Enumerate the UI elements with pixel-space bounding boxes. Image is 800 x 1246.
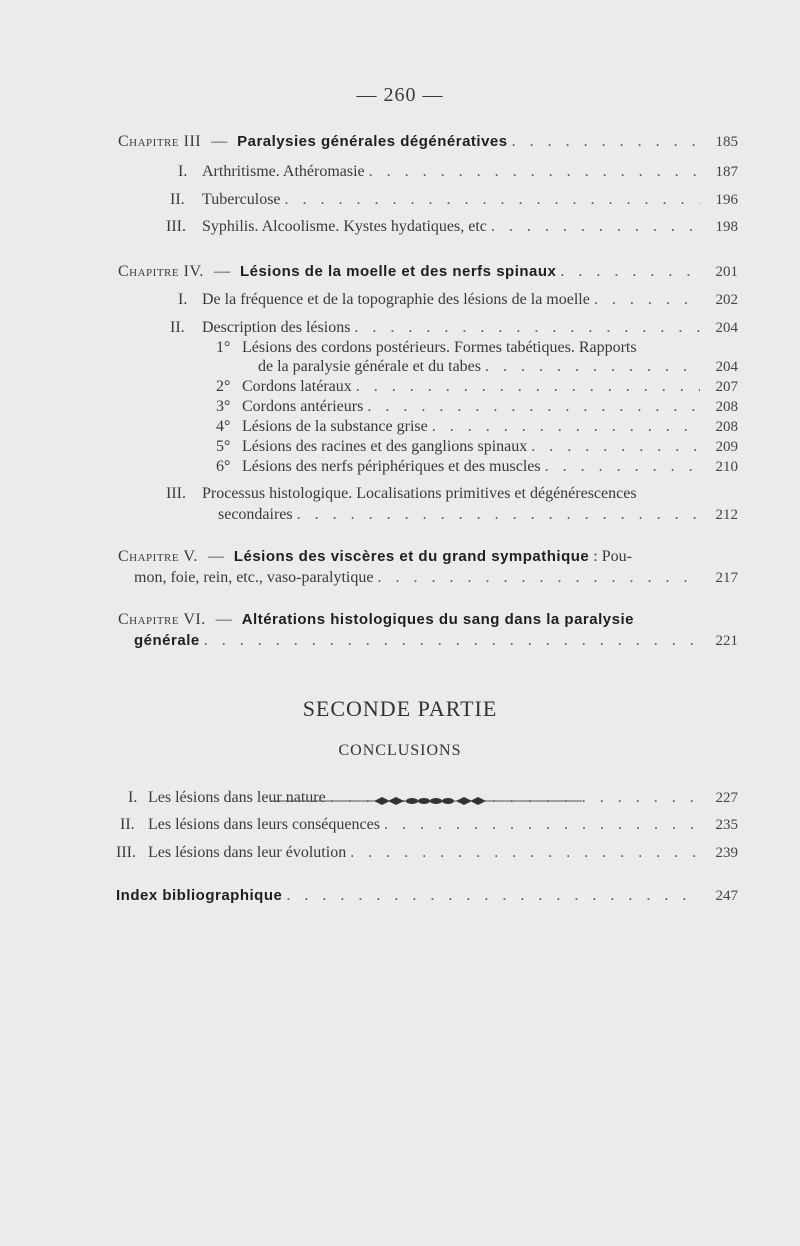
part-title: SECONDE PARTIE bbox=[302, 696, 498, 721]
subitem-text: Lésions des nerfs périphériques et des muscles bbox=[242, 458, 541, 475]
item-number: I. bbox=[178, 291, 188, 308]
toc-item bbox=[166, 217, 738, 237]
toc-subitem bbox=[216, 437, 738, 457]
subitem-number: 4° bbox=[216, 418, 231, 435]
chapter-label: Chapitre IV. bbox=[118, 263, 204, 280]
page-ref: 212 bbox=[715, 507, 738, 523]
toc-item bbox=[116, 843, 738, 863]
item-number: II. bbox=[170, 319, 185, 336]
page-ref: 187 bbox=[715, 164, 738, 180]
subitem-text: Lésions des racines et des ganglions spinaux bbox=[242, 438, 528, 455]
subitem-text: Cordons latéraux bbox=[242, 378, 352, 395]
page-ref: 207 bbox=[715, 379, 738, 395]
page-number: — 260 — bbox=[356, 84, 444, 106]
page-ref: 204 bbox=[715, 320, 738, 336]
chapter-title: Lésions des viscères et du grand sympathique bbox=[233, 548, 590, 565]
toc-index bbox=[116, 886, 738, 906]
page-ref: 217 bbox=[715, 570, 738, 586]
chapter-label: Chapitre VI. bbox=[118, 611, 206, 628]
toc-item bbox=[170, 318, 738, 338]
page-ref: 209 bbox=[715, 439, 738, 455]
toc-chapter-5 bbox=[118, 547, 632, 567]
toc-subitem bbox=[216, 397, 738, 417]
toc-subitem bbox=[216, 338, 637, 358]
item-number: III. bbox=[166, 218, 186, 235]
chapter-title: Altérations histologiques du sang dans la paralysie bbox=[241, 611, 634, 628]
item-number: I. bbox=[178, 163, 188, 180]
chapter-dash: — bbox=[211, 133, 228, 150]
item-text: Les lésions dans leurs conséquences bbox=[148, 816, 380, 833]
toc-subitem-cont bbox=[258, 357, 738, 377]
page-ref: 239 bbox=[715, 845, 738, 861]
chapter-dash: — bbox=[215, 611, 232, 628]
subitem-text: Cordons antérieurs bbox=[242, 398, 364, 415]
item-text: Processus histologique. Localisations primitives et dégénérescences bbox=[202, 485, 637, 502]
subitem-number: 2° bbox=[216, 378, 231, 395]
page-ref: 185 bbox=[715, 134, 738, 150]
chapter-dash: — bbox=[207, 548, 224, 565]
toc-item bbox=[166, 484, 637, 504]
toc-item-cont bbox=[218, 505, 738, 525]
item-number: I. bbox=[128, 789, 138, 806]
page-ref: 210 bbox=[715, 459, 738, 475]
index-label: Index bibliographique bbox=[116, 887, 283, 904]
ornament-divider bbox=[270, 794, 582, 808]
page-ref: 208 bbox=[715, 419, 738, 435]
page-ref: 204 bbox=[715, 359, 738, 375]
chapter-title-rest: : Pou- bbox=[593, 548, 632, 565]
page-ref: 221 bbox=[715, 633, 738, 649]
item-text: De la fréquence et de la topographie des lésions de la moelle bbox=[202, 291, 590, 308]
chapter-title-cont: générale bbox=[134, 632, 200, 649]
subitem-number: 1° bbox=[216, 339, 231, 356]
toc-subitem bbox=[216, 417, 738, 437]
toc-chapter-4 bbox=[118, 262, 738, 282]
chapter-title: Paralysies générales dégénératives bbox=[237, 133, 508, 150]
chapter-dash: — bbox=[213, 263, 230, 280]
item-number: III. bbox=[166, 485, 186, 502]
item-number: II. bbox=[120, 816, 135, 833]
page-ref: 235 bbox=[715, 817, 738, 833]
page-ref: 198 bbox=[715, 219, 738, 235]
toc-chapter-5-cont bbox=[134, 568, 738, 588]
part-subtitle: CONCLUSIONS bbox=[338, 742, 462, 759]
subitem-number: 3° bbox=[216, 398, 231, 415]
toc-chapter-3 bbox=[118, 132, 738, 152]
toc-chapter-6 bbox=[118, 610, 634, 630]
subitem-text-cont: de la paralysie générale et du tabes bbox=[258, 358, 481, 375]
chapter-title: Lésions de la moelle et des nerfs spinaux bbox=[239, 263, 557, 280]
item-text: Les lésions dans leur évolution bbox=[148, 844, 347, 861]
item-text: Description des lésions bbox=[202, 319, 351, 336]
toc-item bbox=[178, 162, 738, 182]
item-text: Arthritisme. Athéromasie bbox=[202, 163, 365, 180]
page-ref: 201 bbox=[715, 264, 738, 280]
chapter-label: Chapitre V. bbox=[118, 548, 198, 565]
chapter-label: Chapitre III bbox=[118, 133, 202, 150]
subitem-text: Lésions des cordons postérieurs. Formes tabétiques. Rapports bbox=[242, 339, 637, 356]
subitem-number: 5° bbox=[216, 438, 231, 455]
page-ref: 196 bbox=[715, 192, 738, 208]
toc-subitem bbox=[216, 377, 738, 397]
item-number: III. bbox=[116, 844, 136, 861]
page-ref: 247 bbox=[715, 888, 738, 904]
page-ref: 208 bbox=[715, 399, 738, 415]
toc-chapter-6-cont bbox=[134, 631, 738, 651]
subitem-number: 6° bbox=[216, 458, 231, 475]
item-number: II. bbox=[170, 191, 185, 208]
item-text: Syphilis. Alcoolisme. Kystes hydatiques, etc bbox=[202, 218, 487, 235]
toc-item bbox=[170, 190, 738, 210]
item-text-cont: secondaires bbox=[218, 506, 293, 523]
item-text: Tuberculose bbox=[202, 191, 281, 208]
toc-subitem bbox=[216, 457, 738, 477]
toc-item bbox=[120, 815, 738, 835]
page-ref: 227 bbox=[715, 790, 738, 806]
chapter-title-cont: mon, foie, rein, etc., vaso-paralytique bbox=[134, 569, 374, 586]
item-text: Les lésions dans leur nature bbox=[148, 789, 326, 806]
subitem-text: Lésions de la substance grise bbox=[242, 418, 428, 435]
toc-item bbox=[178, 290, 738, 310]
page-ref: 202 bbox=[715, 292, 738, 308]
